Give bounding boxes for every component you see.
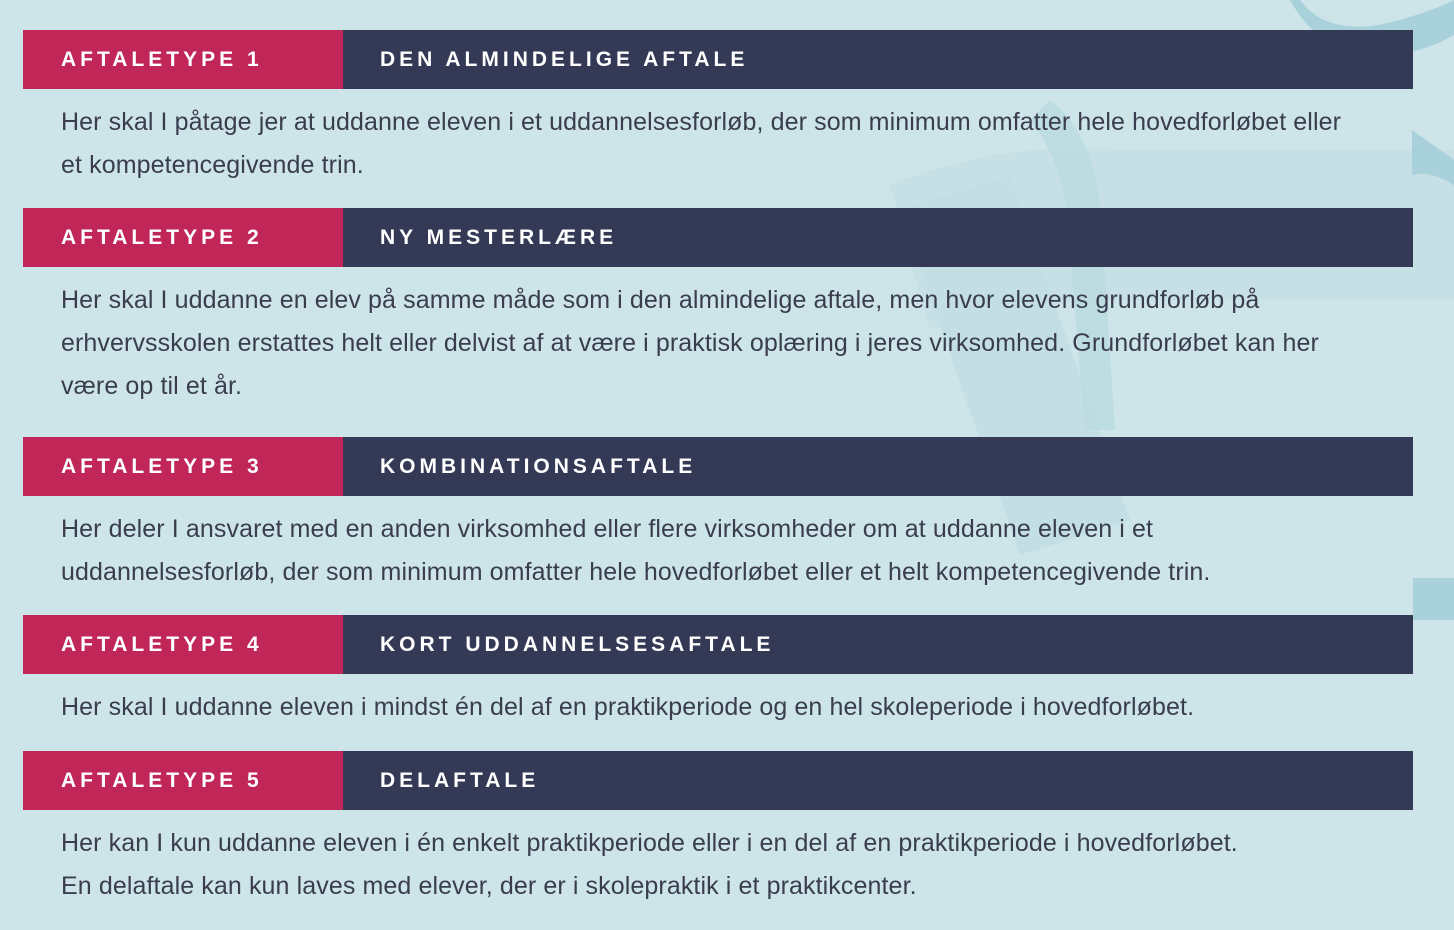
section-header xyxy=(23,437,1413,496)
description-line: Her skal I uddanne en elev på samme måde som i den almindelige aftale, men hvor elevens grundforløb på xyxy=(61,286,1260,314)
section-header xyxy=(23,751,1413,810)
agreement-title: KOMBINATIONSAFTALE xyxy=(343,437,1413,496)
agreement-description xyxy=(23,674,1413,729)
description-line: uddannelsesforløb, der som minimum omfatter hele hovedforløbet eller et helt kompetencegivende trin. xyxy=(61,558,1211,586)
description-line: Her skal I uddanne eleven i mindst én del af en praktikperiode og en hel skoleperiode i hovedforløbet. xyxy=(61,693,1195,721)
agreement-type-label: AFTALETYPE 3 xyxy=(23,437,343,496)
agreement-type-label: AFTALETYPE 4 xyxy=(23,615,343,674)
agreement-section-2 xyxy=(23,208,1413,408)
description-line: Her deler I ansvaret med en anden virksomhed eller flere virksomheder om at uddanne eleven i et xyxy=(61,515,1154,543)
agreement-section-1 xyxy=(23,30,1413,187)
section-header xyxy=(23,615,1413,674)
description-line: En delaftale kan kun laves med elever, der er i skolepraktik i et praktikcenter. xyxy=(61,872,917,900)
agreement-title: DELAFTALE xyxy=(343,751,1413,810)
section-header xyxy=(23,208,1413,267)
agreement-description xyxy=(23,496,1413,594)
agreement-section-5 xyxy=(23,751,1413,908)
section-header xyxy=(23,30,1413,89)
description-line: Her kan I kun uddanne eleven i én enkelt praktikperiode eller i en del af en praktikperiode i hovedforløbet. xyxy=(61,829,1238,857)
agreement-type-label: AFTALETYPE 5 xyxy=(23,751,343,810)
description-line: erhvervsskolen erstattes helt eller delvist af at være i praktisk oplæring i jeres virksomhed. Grundforløbet kan her xyxy=(61,329,1319,357)
agreement-section-4 xyxy=(23,615,1413,729)
agreement-title: DEN ALMINDELIGE AFTALE xyxy=(343,30,1413,89)
description-line: være op til et år. xyxy=(61,372,243,400)
agreement-section-3 xyxy=(23,437,1413,594)
description-line: et kompetencegivende trin. xyxy=(61,151,364,179)
agreement-title: NY MESTERLÆRE xyxy=(343,208,1413,267)
agreement-description xyxy=(23,810,1413,908)
agreement-type-label: AFTALETYPE 2 xyxy=(23,208,343,267)
agreement-description xyxy=(23,89,1413,187)
description-line: Her skal I påtage jer at uddanne eleven i et uddannelsesforløb, der som minimum omfatter hele hovedforløbet eller xyxy=(61,108,1342,136)
agreement-description xyxy=(23,267,1413,408)
agreement-type-label: AFTALETYPE 1 xyxy=(23,30,343,89)
agreement-title: KORT UDDANNELSESAFTALE xyxy=(343,615,1413,674)
